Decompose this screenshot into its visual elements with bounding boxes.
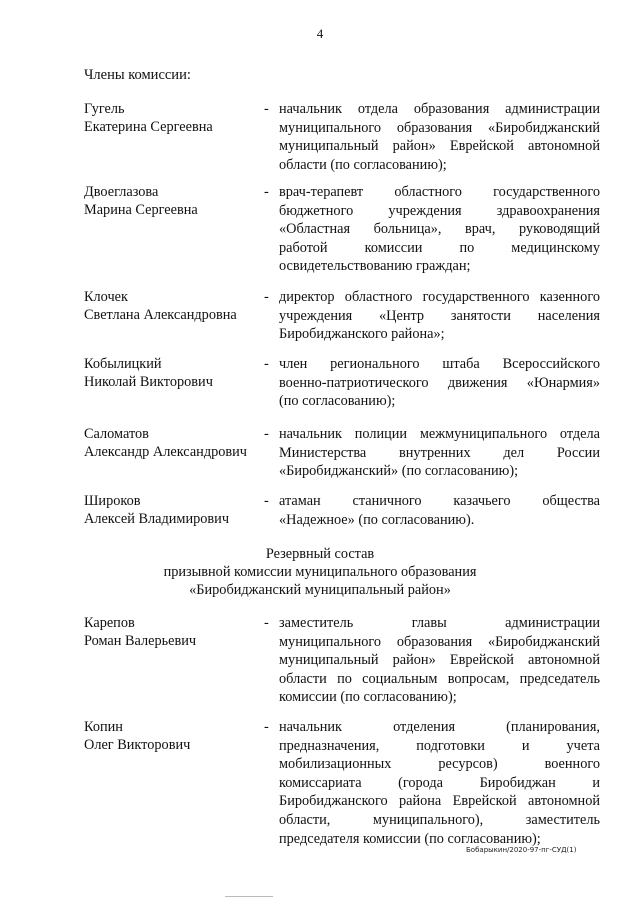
description-line: Министерства внутренних дел России [279, 444, 600, 461]
description-line: муниципального образования «Биробиджанский [279, 119, 600, 136]
description-line: работой комиссии по медицинскому [279, 239, 600, 256]
description-line: муниципальный район» Еврейской автономной [279, 138, 600, 155]
dash: - [264, 719, 269, 735]
reserve-first-names: Олег Викторович [84, 737, 191, 753]
description-line: «Надежное» (по согласованию). [279, 511, 475, 528]
reserve-heading-line: Резервный состав [265, 546, 375, 562]
member-last-name: Клочек [84, 289, 128, 305]
description-line: директор областного государственного казенного [279, 289, 600, 305]
description-line: военно-патриотического движения «Юнармия» [279, 374, 600, 391]
description-line: Биробиджанского района»; [279, 326, 445, 343]
description-line: заместитель главы администрации [279, 615, 600, 631]
description-line: атаман станичного казачьего общества [279, 493, 600, 509]
dash: - [264, 615, 269, 631]
document-code: Бобарыкин/2020-97-пг-СУД(1) [466, 846, 577, 854]
reserve-heading-line: призывной комиссии муниципального образования [163, 564, 477, 580]
member-last-name: Саломатов [84, 426, 149, 442]
member-first-names: Алексей Владимирович [84, 511, 230, 527]
member-description [279, 425, 600, 481]
reserve-heading [0, 545, 640, 599]
member-first-names: Екатерина Сергеевна [84, 119, 213, 135]
description-line: учреждения «Центр занятости населения [279, 307, 600, 324]
member-first-names: Светлана Александровна [84, 307, 237, 323]
member-name [84, 355, 259, 391]
reserve-first-names: Роман Валерьевич [84, 633, 197, 649]
description-line: начальник отдела образования администрации [279, 101, 600, 117]
description-line: член регионального штаба Всероссийского [279, 356, 600, 372]
description-line: бюджетного учреждения здравоохранения [279, 202, 600, 219]
member-name [84, 288, 259, 324]
scan-artifact [225, 896, 273, 897]
description-line: комиссариата (города Биробиджан и [279, 774, 600, 791]
description-line: председателя комиссии (по согласованию); [279, 830, 541, 847]
member-first-names: Марина Сергеевна [84, 202, 198, 218]
description-line: муниципальный район» Еврейской автономной [279, 652, 600, 669]
members-heading: Члены комиссии: [84, 67, 191, 83]
reserve-last-name: Карепов [84, 615, 135, 631]
member-description [279, 492, 600, 529]
reserve-description [279, 718, 600, 848]
description-line: области по социальным вопросам, председатель [279, 670, 600, 687]
dash: - [264, 289, 269, 305]
description-line: области, муниципального), заместитель [279, 811, 600, 828]
reserve-name [84, 614, 259, 650]
member-name [84, 183, 259, 219]
dash: - [264, 356, 269, 372]
member-last-name: Широков [84, 493, 141, 509]
reserve-name [84, 718, 259, 754]
description-line: освидетельствованию граждан; [279, 258, 471, 275]
description-line: Биробиджанского района Еврейской автономной [279, 793, 600, 810]
member-name [84, 100, 259, 136]
page-number: 4 [316, 26, 324, 41]
reserve-last-name: Копин [84, 719, 123, 735]
reserve-heading-line: «Биробиджанский муниципальный район» [189, 582, 451, 598]
member-last-name: Кобылицкий [84, 356, 162, 372]
member-last-name: Гугель [84, 101, 125, 117]
dash: - [264, 184, 269, 200]
description-line: начальник полиции межмуниципального отдела [279, 426, 600, 442]
description-line: мобилизационных ресурсов) военного [279, 756, 600, 773]
dash: - [264, 101, 269, 117]
description-line: врач-терапевт областного государственного [279, 184, 600, 200]
member-description [279, 288, 600, 344]
description-line: комиссии (по согласованию); [279, 689, 457, 706]
description-line: начальник отделения (планирования, [279, 719, 600, 735]
description-line: муниципального образования «Биробиджанский [279, 633, 600, 650]
dash: - [264, 426, 269, 442]
member-name [84, 492, 259, 528]
description-line: (по согласованию); [279, 393, 396, 410]
description-line: области (по согласованию); [279, 156, 447, 173]
member-name [84, 425, 259, 461]
description-line: предназначения, подготовки и учета [279, 737, 600, 754]
reserve-description [279, 614, 600, 707]
member-last-name: Двоеглазова [84, 184, 159, 200]
member-first-names: Николай Викторович [84, 374, 213, 390]
member-description [279, 355, 600, 411]
dash: - [264, 493, 269, 509]
description-line: «Областная больница», врач, руководящий [279, 221, 600, 238]
member-description [279, 100, 600, 174]
member-description [279, 183, 600, 276]
member-first-names: Александр Александрович [84, 444, 247, 460]
description-line: «Биробиджанский» (по согласованию); [279, 463, 519, 480]
